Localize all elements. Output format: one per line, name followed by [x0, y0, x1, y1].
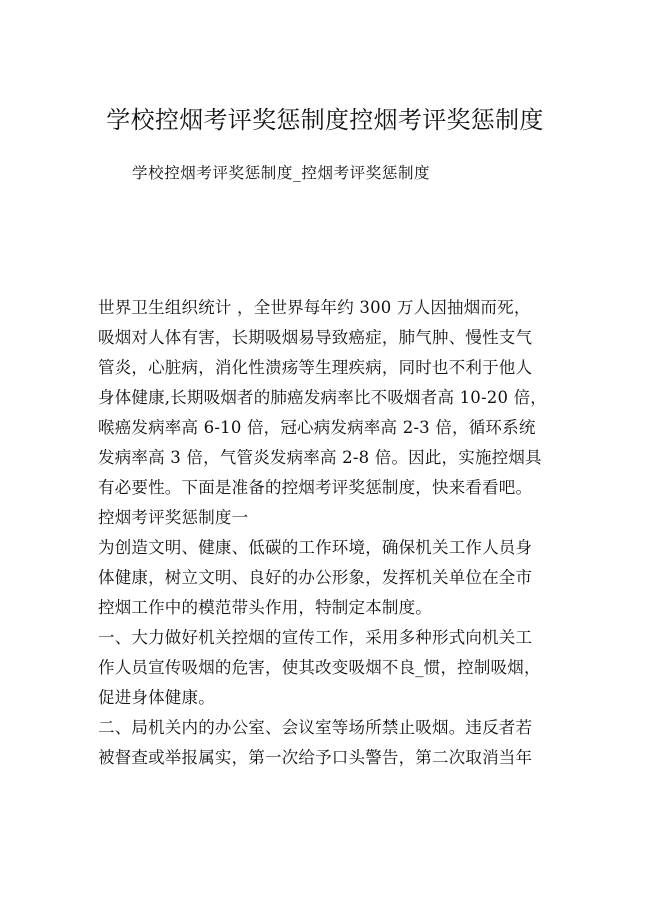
body-line: 体健康，树立文明、良好的办公形象，发挥机关单位在全市: [98, 568, 533, 587]
body-line: 有必要性。下面是准备的控烟考评奖惩制度，快来看看吧。: [98, 478, 533, 497]
body-line: 作人员宣传吸烟的危害，使其改变吸烟不良_惯，控制吸烟，: [98, 658, 541, 677]
body-line: 被督查或举报属实，第一次给予口头警告，第二次取消当年: [98, 748, 533, 767]
document-title: 学校控烟考评奖惩制度控烟考评奖惩制度: [106, 106, 544, 134]
section-heading: 控烟考评奖惩制度一: [98, 508, 249, 527]
body-line: 身体健康,长期吸烟者的肺癌发病率比不吸烟者高 10-20 倍，: [98, 388, 548, 407]
body-line: 管炎，心脏病，消化性溃疡等生理疾病，同时也不利于他人: [98, 358, 533, 377]
body-line: 二、局机关内的办公室、会议室等场所禁止吸烟。违反者若: [98, 718, 533, 737]
body-line: 发病率高 3 倍，气管炎发病率高 2-8 倍。因此，实施控烟具: [98, 448, 542, 467]
body-line: 喉癌发病率高 6-10 倍，冠心病发病率高 2-3 倍，循环系统: [98, 418, 536, 437]
body-line: 世界卫生组织统计 ，全世界每年约 300 万人因抽烟而死，: [98, 298, 531, 317]
document-body: [98, 293, 578, 773]
document-subtitle: 学校控烟考评奖惩制度_控烟考评奖惩制度: [132, 164, 431, 182]
body-line: 促进身体健康。: [98, 688, 215, 707]
body-line: 控烟工作中的模范带头作用，特制定本制度。: [98, 598, 432, 617]
body-line: 一、大力做好机关控烟的宣传工作，采用多种形式向机关工: [98, 628, 533, 647]
body-line: 吸烟对人体有害，长期吸烟易导致癌症，肺气肿、慢性支气: [98, 328, 533, 347]
body-line: 为创造文明、健康、低碳的工作环境，确保机关工作人员身: [98, 538, 533, 557]
